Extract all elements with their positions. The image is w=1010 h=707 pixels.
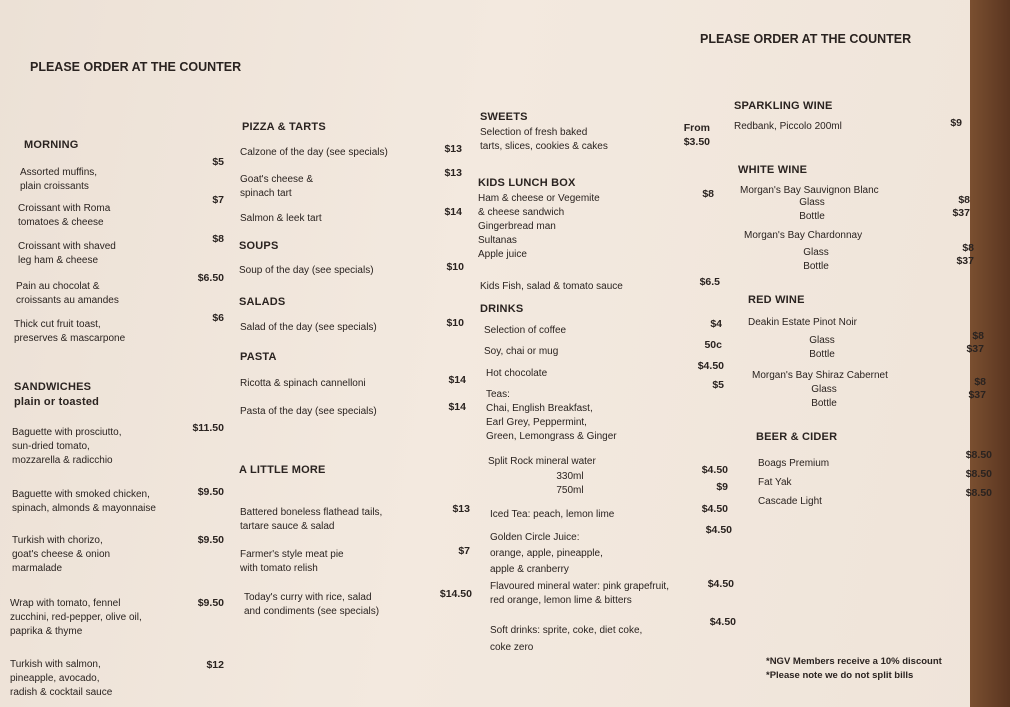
section-kids-title: KIDS LUNCH BOX (478, 177, 576, 189)
section-soups-title: SOUPS (239, 240, 279, 252)
menu-item: Today's curry with rice, salad and condiments (see specials) (244, 592, 380, 617)
menu-item: Selection of fresh baked tarts, slices, cookies & cakes (480, 127, 608, 152)
menu-item: Turkish with salmon, pineapple, avocado, radish & cocktail sauce (10, 659, 113, 698)
menu-item: Pain au chocolat & croissants au amandes (16, 281, 119, 306)
price: $8 $37 (968, 376, 986, 401)
section-sandwiches-title: SANDWICHES (14, 381, 92, 393)
price: $9.50 (197, 597, 224, 609)
menu-item: Teas: Chai, English Breakfast, Earl Grey, Peppermint, Green, Lemongrass & Ginger (486, 389, 617, 442)
menu-item: Salmon & leek tart (240, 213, 322, 224)
size-list: 330ml 750ml (556, 471, 584, 496)
section-sandwiches-subtitle: plain or toasted (14, 396, 100, 408)
price: $4.50 $9 (701, 464, 728, 493)
price: $4.50 (705, 524, 732, 536)
price: $7 (458, 545, 470, 557)
menu-item: Salad of the day (see specials) (240, 322, 377, 333)
menu-item: Morgan's Bay Chardonnay (744, 230, 863, 241)
price: $5 (212, 156, 224, 168)
menu-item: Croissant with shaved leg ham & cheese (18, 241, 116, 266)
price: $9.50 (197, 486, 224, 498)
price: $6.50 (197, 272, 224, 284)
price: $10 (446, 317, 464, 329)
menu-item: Golden Circle Juice: orange, apple, pineapple, apple & cranberry (490, 532, 603, 575)
size-list: Glass Bottle (809, 335, 835, 360)
menu-item: Baguette with smoked chicken, spinach, almonds & mayonnaise (12, 489, 156, 514)
price: $8 $37 (952, 194, 970, 219)
price: $13 (452, 503, 470, 515)
footer-note-discount: *NGV Members receive a 10% discount (766, 656, 942, 667)
price: $14.50 (439, 588, 472, 600)
price: $6.5 (699, 276, 720, 288)
menu-item: Iced Tea: peach, lemon lime (490, 509, 615, 520)
price: $10 (446, 261, 464, 273)
section-pizza-title: PIZZA & TARTS (242, 121, 326, 133)
section-sparkling-title: SPARKLING WINE (734, 100, 833, 112)
menu-item: Turkish with chorizo, goat's cheese & onion marmalade (12, 535, 111, 574)
section-red-title: RED WINE (748, 294, 805, 306)
footer-note-bills: *Please note we do not split bills (766, 670, 914, 681)
menu-item: Split Rock mineral water (488, 456, 596, 467)
section-morning-title: MORNING (24, 139, 79, 151)
price: $14 (444, 206, 462, 218)
price: From $3.50 (683, 122, 710, 148)
menu-item: Hot chocolate (486, 368, 548, 379)
menu-item: Soft drinks: sprite, coke, diet coke, coke zero (490, 625, 643, 653)
menu-item: Assorted muffins, plain croissants (20, 167, 98, 192)
price: $12 (206, 659, 224, 671)
section-drinks-title: DRINKS (480, 303, 524, 315)
price: $14 (448, 401, 466, 413)
price: $8 (212, 233, 224, 245)
price: $9 (950, 117, 962, 129)
menu-item: Selection of coffee (484, 325, 567, 336)
section-beer-title: BEER & CIDER (756, 431, 838, 443)
price: $11.50 (192, 422, 224, 434)
section-more-title: A LITTLE MORE (239, 464, 326, 476)
price: $13 (444, 167, 462, 179)
price: $4.50 (707, 578, 734, 590)
menu-item: Flavoured mineral water: pink grapefruit, red orange, lemon lime & bitters (490, 581, 669, 606)
price: $5 (712, 379, 724, 391)
menu-item: Morgan's Bay Shiraz Cabernet (752, 370, 888, 381)
menu-item: Soup of the day (see specials) (239, 265, 374, 276)
size-list: Glass Bottle (799, 197, 825, 222)
menu-item: Ricotta & spinach cannelloni (240, 378, 366, 389)
price: $9.50 (197, 534, 224, 546)
menu-item: Redbank, Piccolo 200ml (734, 121, 842, 132)
price: $14 (448, 374, 466, 386)
menu-item: Baguette with prosciutto, sun-dried tomato, mozzarella & radicchio (12, 427, 122, 466)
menu-item: Farmer's style meat pie with tomato relish (240, 549, 344, 574)
order-note-right: PLEASE ORDER AT THE COUNTER (700, 32, 912, 46)
section-salads-title: SALADS (239, 296, 286, 308)
menu-item: Wrap with tomato, fennel zucchini, red-pepper, olive oil, paprika & thyme (10, 598, 142, 637)
menu-item: Morgan's Bay Sauvignon Blanc (740, 185, 879, 196)
menu-item: Croissant with Roma tomatoes & cheese (18, 203, 111, 228)
order-note-left: PLEASE ORDER AT THE COUNTER (30, 60, 242, 74)
price: $8 $37 (956, 242, 974, 267)
section-sweets-title: SWEETS (480, 111, 528, 123)
menu-item: Battered boneless flathead tails, tartare sauce & salad (240, 507, 383, 532)
menu-item: Deakin Estate Pinot Noir (748, 317, 857, 328)
price: $13 (444, 143, 462, 155)
price: $8.50 $8.50 $8.50 (965, 449, 992, 499)
price: 50c (704, 339, 722, 351)
menu-item: Goat's cheese & spinach tart (240, 174, 314, 199)
price: $4 (710, 318, 722, 330)
price: $6 (212, 312, 224, 324)
price: $4.50 (701, 503, 728, 515)
section-white-title: WHITE WINE (738, 164, 808, 176)
price: $4.50 (709, 616, 736, 628)
menu-item: Pasta of the day (see specials) (240, 406, 377, 417)
menu-item: Ham & cheese or Vegemite & cheese sandwich Gingerbread man Sultanas Apple juice (478, 193, 600, 260)
menu-item: Kids Fish, salad & tomato sauce (480, 281, 623, 292)
price: $8 (702, 188, 714, 200)
menu-item: Thick cut fruit toast, preserves & mascarpone (14, 319, 126, 344)
price: $8 $37 (966, 330, 984, 355)
section-pasta-title: PASTA (240, 351, 277, 363)
price: $7 (212, 194, 224, 206)
price: $4.50 (697, 360, 724, 372)
menu-item: Calzone of the day (see specials) (240, 147, 388, 158)
menu-item: Soy, chai or mug (484, 346, 559, 357)
size-list: Glass Bottle (811, 384, 837, 409)
menu-item: Boags Premium Fat Yak Cascade Light (758, 458, 830, 507)
size-list: Glass Bottle (803, 247, 829, 272)
